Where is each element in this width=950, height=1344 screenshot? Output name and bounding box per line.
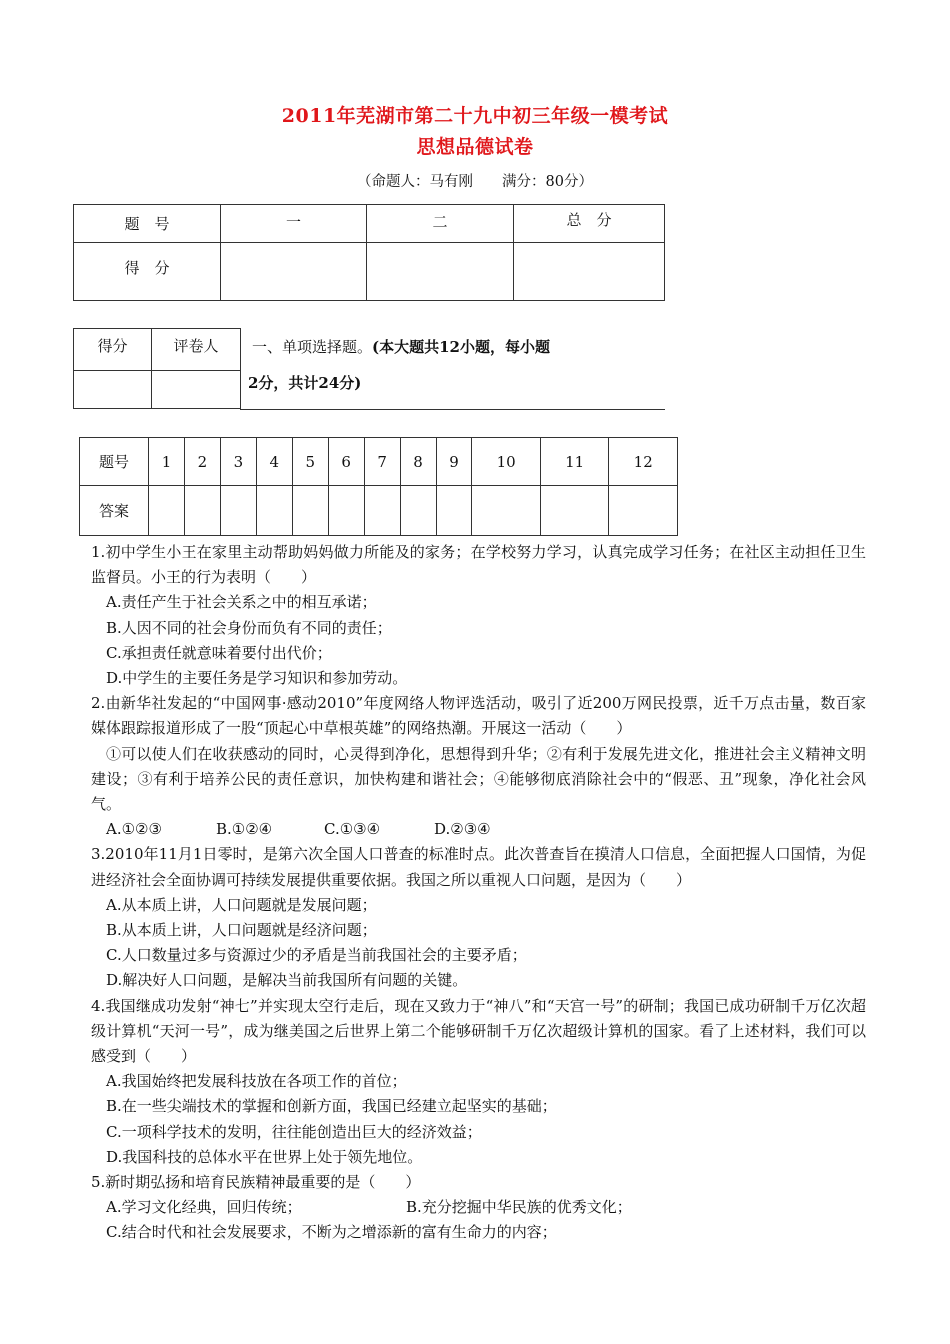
exam-title: 2011年芜湖市第二十九中初三年级一模考试 [281,105,669,127]
question-4-option-a: A.我国始终把发展科技放在各项工作的首位； [106,1072,407,1091]
answer-cell [609,486,678,536]
question-4-option-c: C.一项科学技术的发明，往往能创造出巨大的经济效益； [106,1122,482,1141]
answer-number: 2 [184,438,220,486]
exam-subject-title: 思想品德试卷 [416,136,534,158]
score-header-total: 总 分 [514,205,665,243]
answer-number: 9 [436,438,472,486]
question-1-option-a: A.责任产生于社会关系之中的相互承诺； [106,593,377,612]
question-4-option-d: D.我国科技的总体水平在世界上处于领先地位。 [106,1147,423,1166]
question-1-option-d: D.中学生的主要任务是学习知识和参加劳动。 [106,669,408,688]
grader-score-cell [74,371,152,409]
question-3-stem: 3.2010年11月1日零时，是第六次全国人口普查的标准时点。此次普查旨在摸清人口信息，全面把握人口国情，为促进经济社会全面协调可持续发展提供重要依据。我国之所以重视人口问题，是因为（ ） [91,845,866,889]
answer-number: 3 [220,438,256,486]
score-row-label: 得 分 [74,243,221,301]
question-2-option-c: C.①③④ [324,820,381,839]
score-header-number: 题 号 [74,205,221,243]
answer-cell [256,486,292,536]
answer-cell [184,486,220,536]
score-header-part1: 一 [221,205,367,243]
section1-heading-plain: 一、单项选择题。 [252,338,373,356]
question-2-option-a: A.①②③ [106,820,162,839]
score-cell-total [514,243,665,301]
answer-cell [436,486,472,536]
question-1-option-b: B.人因不同的社会身份而负有不同的责任； [106,618,392,637]
answer-table [79,437,678,536]
exam-subtitle: （命题人：马有刚 满分：80分） [357,174,593,190]
question-3-option-d: D.解决好人口问题，是解决当前我国所有问题的关键。 [106,971,468,990]
answer-table-answer-label: 答案 [80,486,149,536]
answer-cell [472,486,540,536]
answer-cell [400,486,436,536]
answer-number: 12 [609,438,678,486]
answer-table-number-label: 题号 [80,438,149,486]
score-cell-part2 [367,243,514,301]
grader-name-label: 评卷人 [152,329,241,371]
score-header-part2: 二 [367,205,514,243]
answer-cell [220,486,256,536]
question-5-option-b: B.充分挖掘中华民族的优秀文化； [406,1198,632,1217]
question-4-option-b: B.在一些尖端技术的掌握和创新方面，我国已经建立起坚实的基础； [106,1097,557,1116]
answer-number: 1 [149,438,185,486]
question-3-option-b: B.从本质上讲，人口问题就是经济问题； [106,921,377,940]
question-2-option-b: B.①②④ [216,820,273,839]
question-1-stem: 1.初中学生小王在家里主动帮助妈妈做力所能及的家务；在学校努力学习，认真完成学习任务；在社区主动担任卫生监督员。小王的行为表明（ ） [91,543,866,587]
answer-number: 7 [364,438,400,486]
question-5-stem: 5.新时期弘扬和培育民族精神最重要的是（ ） [91,1173,421,1192]
answer-number: 8 [400,438,436,486]
question-3-option-c: C.人口数量过多与资源过少的矛盾是当前我国社会的主要矛盾； [106,946,527,965]
answer-cell [328,486,364,536]
answer-cell [364,486,400,536]
section1-heading [252,336,550,357]
question-2-stem: 2.由新华社发起的“中国网事·感动2010”年度网络人物评选活动，吸引了近200万网民投票，近千万点击量，数百家媒体跟踪报道形成了一股“顶起心中草根英雄”的网络热潮。开展这一活动（ ） [91,694,866,738]
answer-cell [292,486,328,536]
question-5-option-c: C.结合时代和社会发展要求，不断为之增添新的富有生命力的内容； [106,1223,557,1242]
grader-score-label: 得分 [74,329,152,371]
grader-name-cell [152,371,241,409]
section1-heading-cont: 2分，共计24分) [248,374,362,392]
section1-divider [240,409,665,410]
questions-section [91,540,866,1246]
question-1-option-c: C.承担责任就意味着要付出代价； [106,643,332,662]
answer-number: 10 [472,438,540,486]
question-3-option-a: A.从本质上讲，人口问题就是发展问题； [106,895,377,914]
section1-heading-bold: (本大题共12小题，每小题 [372,338,550,356]
answer-number: 4 [256,438,292,486]
answer-number: 11 [540,438,608,486]
score-cell-part1 [221,243,367,301]
question-2-items: ①可以使人们在收获感动的同时，心灵得到净化，思想得到升华；②有利于发展先进文化，推进社会主义精神文明建设；③有利于培养公民的责任意识，加快构建和谐社会；④能够彻底消除社会中的“假恶、丑”现象，净化社会风气。 [91,744,866,814]
answer-cell [149,486,185,536]
answer-number: 5 [292,438,328,486]
question-2-options [91,817,866,842]
question-2-option-d: D.②③④ [434,820,491,839]
answer-cell [540,486,608,536]
score-summary-table [73,204,665,301]
answer-number: 6 [328,438,364,486]
section1-header [73,328,665,410]
question-4-stem: 4.我国继成功发射“神七”并实现太空行走后，现在又致力于“神八”和“天宫一号”的研制；我国已成功研制千万亿次超级计算机“天河一号”，成为继美国之后世界上第二个能够研制千万亿次超级计算机的国家。看了上述材料，我们可以感受到（ ） [91,996,866,1066]
grader-table [73,328,241,409]
question-5-options-ab [91,1195,866,1220]
question-5-option-a: A.学习文化经典，回归传统； [106,1198,302,1217]
